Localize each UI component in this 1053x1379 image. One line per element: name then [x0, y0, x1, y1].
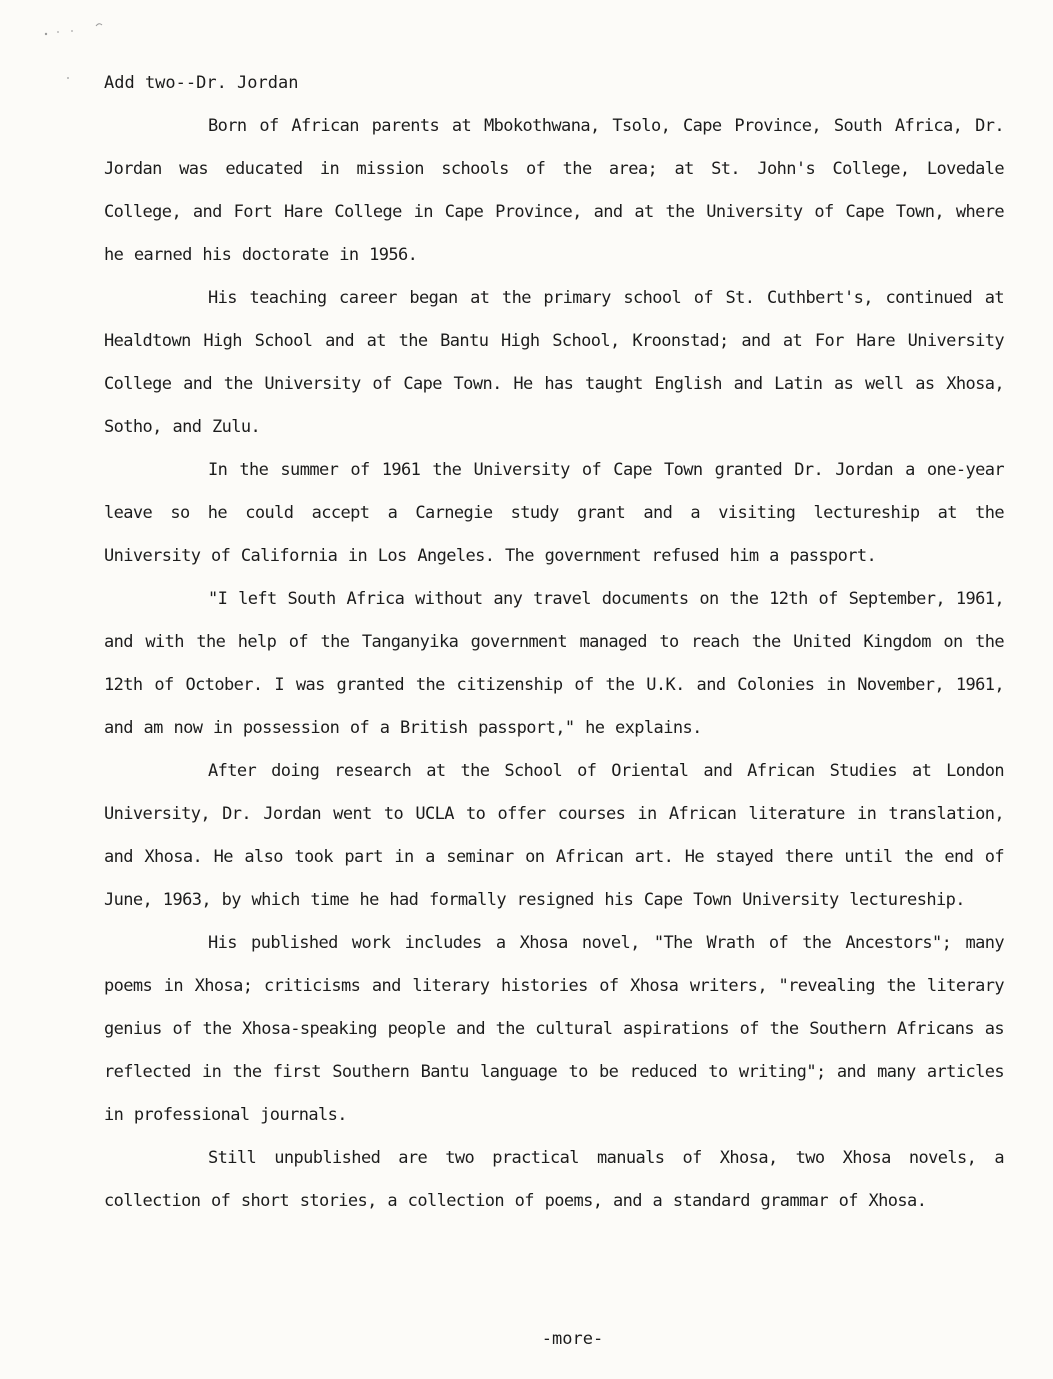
paragraph-research-ucla: After doing research at the School of Oriental and African Studies at London University, Dr. Jordan went to UCLA to offer courses in African literature in translation, and Xhosa. He also took part in a seminar on African art. He stayed there until the end of June, 1963, by which time he had formally resigned his Cape Town University lectureship. — [104, 761, 1004, 910]
page-header: Add two--Dr. Jordan — [104, 73, 299, 93]
paragraph-leave-grant: In the summer of 1961 the University of Cape Town granted Dr. Jordan a one-year leave so he could accept a Carnegie study grant and a visiting lectureship at the University of California in Los Angeles. The government refused him a passport. — [104, 460, 1004, 566]
paragraph-unpublished-work: Still unpublished are two practical manuals of Xhosa, two Xhosa novels, a collection of short stories, a collection of poems, and a standard grammar of Xhosa. — [104, 1148, 1004, 1211]
paragraph-published-work: His published work includes a Xhosa novel, "The Wrath of the Ancestors"; many poems in Xhosa; criticisms and literary histories of Xhosa writers, "revealing the literary genius of the Xhosa-speaking people and the cultural aspirations of the Southern Africans as reflected in the first Southern Bantu language to be reduced to writing"; and many articles in professional journals. — [104, 933, 1004, 1125]
paragraph-birth-education: Born of African parents at Mbokothwana, Tsolo, Cape Province, South Africa, Dr. Jordan was educated in mission schools of the area; at St. John's College, Lovedale College, and Fort Hare College in Cape Province, and at the University of Cape Town, where he earned his doctorate in 1956. — [104, 116, 1004, 265]
paragraph-quote-departure: "I left South Africa without any travel documents on the 12th of September, 1961, and with the help of the Tanganyika government managed to reach the United Kingdom on the 12th of October. I was granted the citizenship of the U.K. and Colonies in November, 1961, and am now in possession of a British passport," he explains. — [104, 589, 1004, 738]
document-body — [104, 105, 1004, 1223]
paragraph-teaching-career: His teaching career began at the primary school of St. Cuthbert's, continued at Healdtown High School and at the Bantu High School, Kroonstad; and at For Hare University College and the University of Cape Town. He has taught English and Latin as well as Xhosa, Sotho, and Zulu. — [104, 288, 1004, 437]
continuation-marker: -more- — [541, 1329, 604, 1349]
